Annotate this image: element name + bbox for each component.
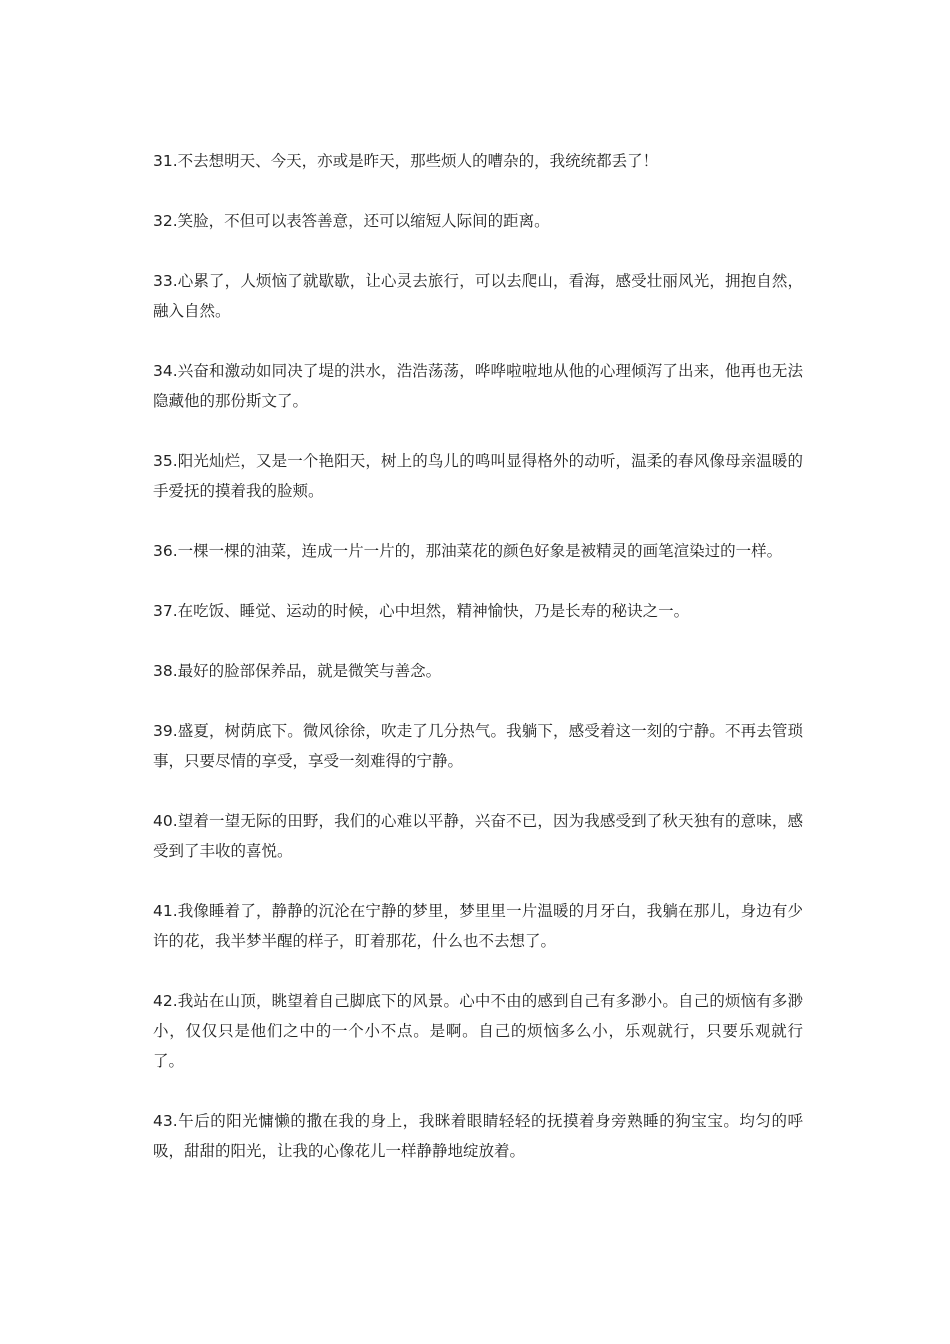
paragraph-32: 32.笑脸，不但可以表答善意，还可以缩短人际间的距离。 — [153, 212, 550, 230]
paragraph-36: 36.一棵一棵的油菜，连成一片一片的，那油菜花的颜色好象是被精灵的画笔渲染过的一样。 — [153, 542, 783, 560]
paragraph-37: 37.在吃饭、睡觉、运动的时候，心中坦然，精神愉快，乃是长寿的秘诀之一。 — [153, 602, 690, 620]
paragraph-40: 40.望着一望无际的田野，我们的心难以平静，兴奋不已，因为我感受到了秋天独有的意味，感受到了丰收的喜悦。 — [153, 812, 803, 860]
document-page — [153, 146, 803, 1196]
paragraph-39: 39.盛夏，树荫底下。微风徐徐，吹走了几分热气。我躺下，感受着这一刻的宁静。不再去管琐事，只要尽情的享受，享受一刻难得的宁静。 — [153, 722, 803, 770]
paragraph-33: 33.心累了，人烦恼了就歇歇，让心灵去旅行，可以去爬山，看海，感受壮丽风光，拥抱自然，融入自然。 — [153, 272, 803, 320]
paragraph-34: 34.兴奋和激动如同决了堤的洪水，浩浩荡荡，哗哗啦啦地从他的心理倾泻了出来，他再也无法隐藏他的那份斯文了。 — [153, 362, 803, 410]
paragraph-38: 38.最好的脸部保养品，就是微笑与善念。 — [153, 662, 442, 680]
paragraph-35: 35.阳光灿烂，又是一个艳阳天，树上的鸟儿的鸣叫显得格外的动听，温柔的春风像母亲温暖的手爱抚的摸着我的脸颊。 — [153, 452, 803, 500]
paragraph-42: 42.我站在山顶，眺望着自己脚底下的风景。心中不由的感到自己有多渺小。自己的烦恼有多渺小，仅仅只是他们之中的一个小不点。是啊。自己的烦恼多么小，乐观就行，只要乐观就行了。 — [153, 992, 803, 1070]
paragraph-41: 41.我像睡着了，静静的沉沦在宁静的梦里，梦里里一片温暖的月牙白，我躺在那儿，身边有少许的花，我半梦半醒的样子，盯着那花，什么也不去想了。 — [153, 902, 803, 950]
paragraph-31: 31.不去想明天、今天，亦或是昨天，那些烦人的嘈杂的，我统统都丢了！ — [153, 152, 659, 170]
paragraph-43: 43.午后的阳光慵懒的撒在我的身上，我眯着眼睛轻轻的抚摸着身旁熟睡的狗宝宝。均匀的呼吸，甜甜的阳光，让我的心像花儿一样静静地绽放着。 — [153, 1112, 803, 1160]
